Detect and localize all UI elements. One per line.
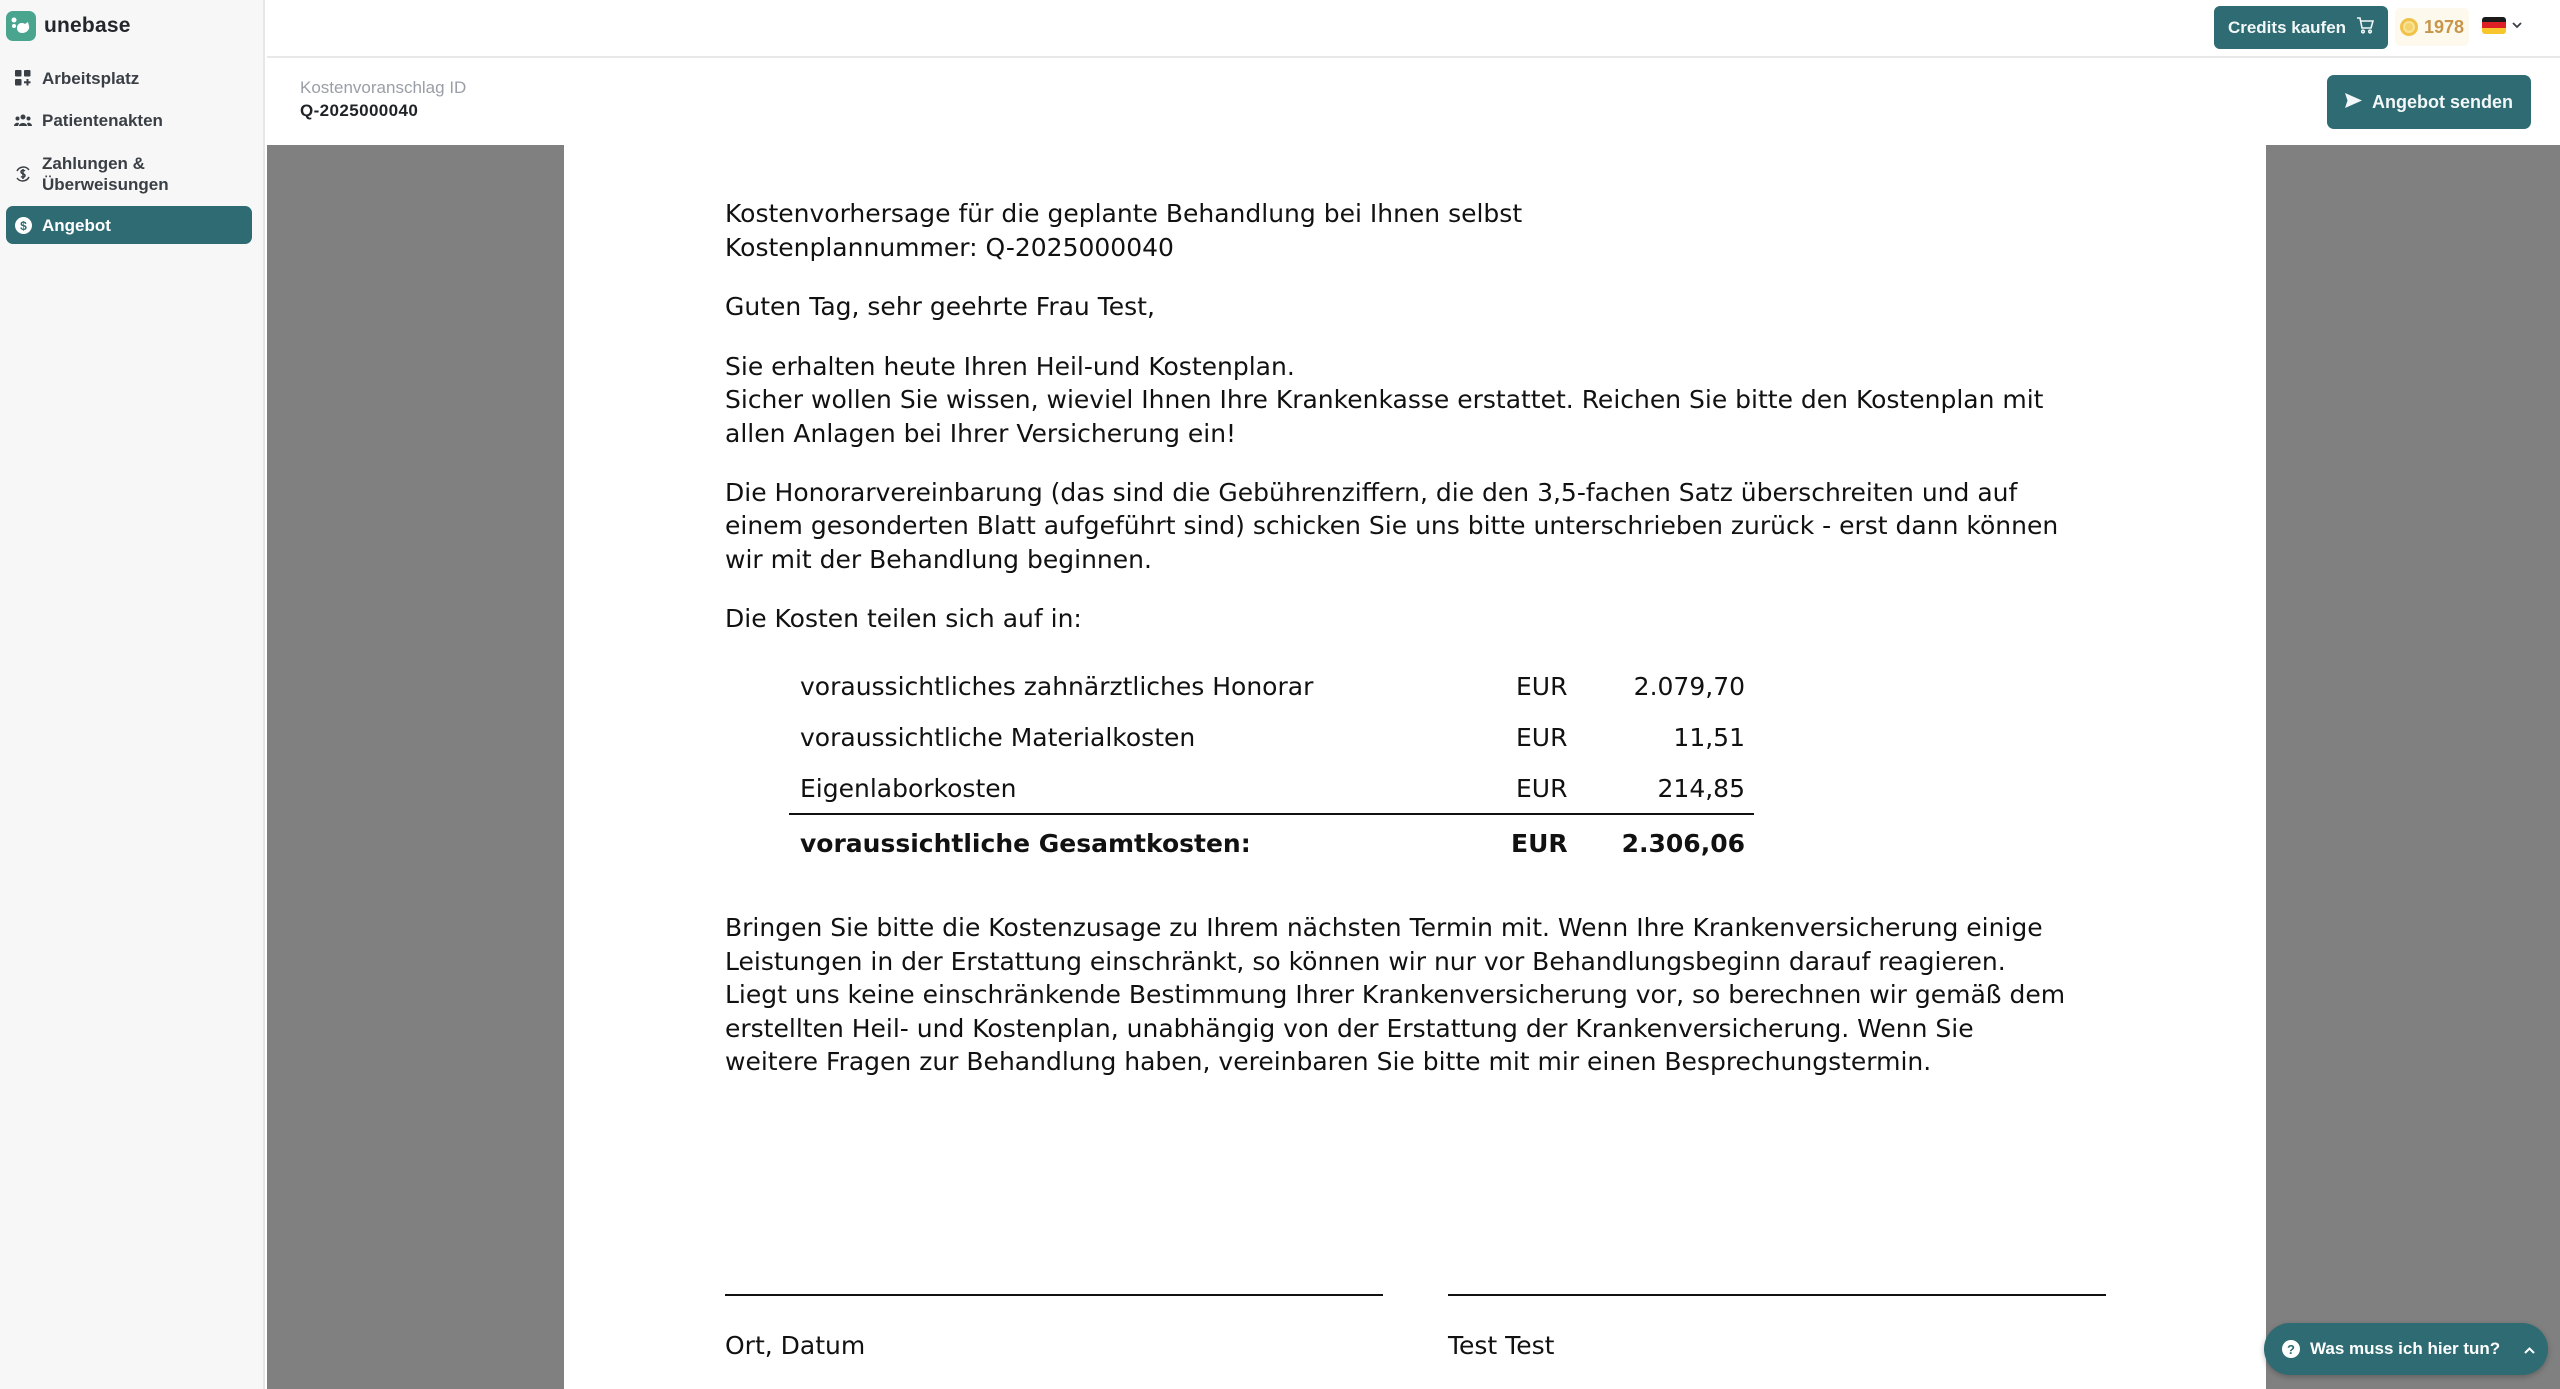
total-divider — [789, 813, 1754, 815]
doc-paragraph-3-line: Leistungen in der Erstattung einschränkt, so können wir nur vor Behandlungsbeginn darauf reagieren. — [725, 947, 2006, 976]
cost-row — [564, 670, 2266, 704]
send-icon — [2345, 92, 2362, 113]
cost-currency: EUR — [1516, 774, 1568, 803]
credit-balance-badge — [2395, 8, 2469, 46]
cost-label: Eigenlaborkosten — [800, 774, 1017, 803]
signature-line-right — [1448, 1294, 2106, 1296]
language-selector[interactable] — [2482, 16, 2522, 34]
sidebar-item-label: Arbeitsplatz — [42, 68, 140, 88]
doc-paragraph-2-line: Die Honorarvereinbarung (das sind die Gebührenziffern, die den 3,5-fachen Satz überschreiten und auf — [725, 478, 2018, 507]
doc-paragraph-3-line: Liegt uns keine einschränkende Bestimmung Ihrer Krankenversicherung vor, so berechnen wir gemäß dem — [725, 980, 2066, 1009]
cost-amount: 11,51 — [1673, 723, 1745, 752]
total-currency: EUR — [1511, 829, 1568, 858]
quote-id-label: Kostenvoranschlag ID — [300, 78, 467, 97]
buy-credits-button[interactable] — [2214, 6, 2388, 49]
buy-credits-label: Credits kaufen — [2227, 17, 2347, 37]
quote-id-value: Q-2025000040 — [300, 101, 419, 120]
signature-name: Test Test — [1448, 1331, 1555, 1360]
document-viewer[interactable] — [267, 145, 2560, 1389]
sidebar-item-patientenakten[interactable] — [6, 108, 252, 132]
cost-label: voraussichtliche Materialkosten — [800, 723, 1196, 752]
cost-currency: EUR — [1516, 723, 1568, 752]
doc-costs-intro: Die Kosten teilen sich auf in: — [725, 604, 1082, 633]
doc-greeting: Guten Tag, sehr geehrte Frau Test, — [725, 292, 1155, 321]
sidebar-item-zahlungen[interactable] — [6, 152, 252, 196]
send-quote-button[interactable] — [2327, 75, 2531, 129]
help-button[interactable] — [2264, 1323, 2548, 1375]
total-label: voraussichtliche Gesamtkosten: — [800, 829, 1251, 858]
signature-place-date: Ort, Datum — [725, 1331, 866, 1360]
doc-paragraph-2-line: einem gesonderten Blatt aufgeführt sind) schicken Sie uns bitte unterschrieben zurück - erst dann können — [725, 511, 2059, 540]
doc-paragraph-1-line: Sie erhalten heute Ihren Heil-und Kostenplan. — [725, 352, 1295, 381]
question-circle-icon: ? — [2282, 1340, 2300, 1358]
coin-icon — [2400, 18, 2418, 36]
svg-text:$: $ — [19, 218, 27, 233]
send-quote-label: Angebot senden — [2371, 91, 2513, 112]
cost-amount: 214,85 — [1657, 774, 1745, 803]
grid-plus-icon — [14, 69, 32, 87]
sidebar-item-label — [42, 153, 169, 195]
cart-icon — [2356, 17, 2374, 39]
cost-currency: EUR — [1516, 672, 1568, 701]
sidebar-item-label-line1: Zahlungen & — [42, 154, 145, 173]
brand[interactable] — [6, 11, 131, 41]
cost-total-row — [564, 827, 2266, 861]
german-flag-icon — [2482, 17, 2506, 34]
doc-title: Kostenvorhersage für die geplante Behandlung bei Ihnen selbst — [725, 199, 1523, 228]
sidebar-item-label-line2: Überweisungen — [42, 175, 169, 194]
currency-refresh-icon — [14, 165, 32, 183]
doc-paragraph-3-line: Bringen Sie bitte die Kostenzusage zu Ihrem nächsten Termin mit. Wenn Ihre Krankenversicherung einige — [725, 913, 2043, 942]
cost-amount: 2.079,70 — [1633, 672, 1745, 701]
doc-paragraph-1-line: Sicher wollen Sie wissen, wieviel Ihnen Ihre Krankenkasse erstattet. Reichen Sie bitte den Kostenplan mit — [725, 385, 2044, 414]
dollar-circle-icon — [14, 216, 32, 234]
sidebar-item-angebot[interactable] — [6, 206, 252, 244]
cost-label: voraussichtliches zahnärztliches Honorar — [800, 672, 1314, 701]
cost-row — [564, 721, 2266, 755]
cost-row — [564, 772, 2266, 806]
sidebar-item-label: Angebot — [42, 215, 111, 235]
chevron-down-icon — [2512, 16, 2522, 34]
sidebar-item-arbeitsplatz[interactable] — [6, 66, 252, 90]
users-icon — [14, 111, 32, 129]
brand-name: unebase — [44, 14, 131, 37]
help-label: Was muss ich hier tun? — [2310, 1339, 2501, 1358]
unebase-logo-icon — [6, 11, 36, 41]
doc-paragraph-3-line: weitere Fragen zur Behandlung haben, vereinbaren Sie bitte mit mir einen Besprechungstermin. — [725, 1047, 1932, 1076]
credit-balance: 1978 — [2423, 16, 2465, 37]
document-page — [564, 145, 2266, 1389]
total-amount: 2.306,06 — [1621, 829, 1745, 858]
sidebar — [0, 0, 265, 1389]
sidebar-item-label: Patientenakten — [42, 110, 163, 130]
chevron-up-icon — [2524, 1339, 2535, 1359]
signature-line-left — [725, 1294, 1383, 1296]
quote-header — [267, 58, 2560, 145]
doc-plan-number: Kostenplannummer: Q-2025000040 — [725, 233, 1174, 262]
doc-paragraph-3-line: erstellten Heil- und Kostenplan, unabhängig von der Erstattung der Krankenversicherung. Wenn Sie — [725, 1014, 1974, 1043]
doc-paragraph-2-line: wir mit der Behandlung beginnen. — [725, 545, 1152, 574]
doc-paragraph-1-line: allen Anlagen bei Ihrer Versicherung ein! — [725, 419, 1237, 448]
